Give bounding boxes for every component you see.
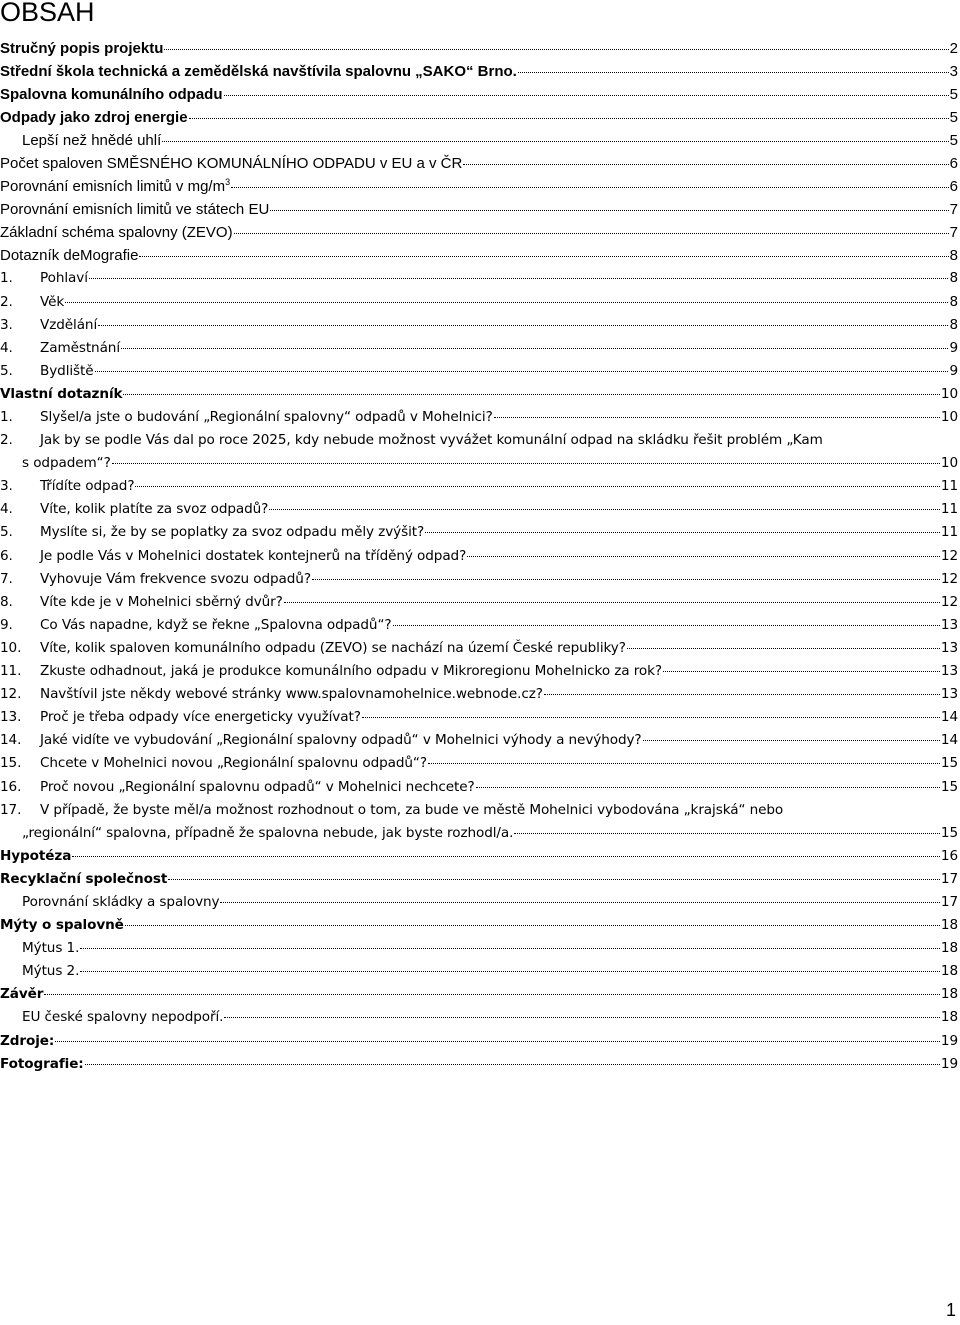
- toc-entry-number: 5.: [0, 524, 13, 541]
- toc-entry[interactable]: [0, 175, 958, 198]
- toc-entry-title: Stručný popis projektu: [0, 39, 164, 57]
- dot-leader: [544, 694, 940, 695]
- toc-entry-page: 8: [949, 247, 958, 265]
- toc-entry[interactable]: [0, 1030, 958, 1053]
- dot-leader: [44, 994, 940, 995]
- toc-entry-page: 10: [940, 385, 958, 402]
- toc-entry-page: 8: [949, 293, 958, 310]
- toc-entry-title: Spalovna komunálního odpadu: [0, 85, 223, 103]
- toc-entry-number: 15.: [0, 755, 22, 772]
- page-number: 1: [945, 1300, 956, 1320]
- toc-entry[interactable]: [0, 244, 958, 267]
- toc-entry-number: 11.: [0, 663, 22, 680]
- toc-entry-title: Počet spaloven SMĚSNÉHO KOMUNÁLNÍHO ODPADU v EU a v ČR: [0, 154, 463, 172]
- dot-leader: [121, 348, 948, 349]
- toc-entry-title: Jaké vidíte ve vybudování „Regionální spalovny odpadů“ v Mohelnici výhody a nevýhody?: [40, 732, 642, 749]
- dot-leader: [135, 486, 939, 487]
- toc-entry-title: Vzdělání: [40, 316, 98, 333]
- toc-entry-number: 2.: [0, 293, 13, 310]
- toc-entry-title: Mýtus 1.: [22, 940, 80, 957]
- toc-entry-title: Je podle Vás v Mohelnici dostatek kontejnerů na tříděný odpad?: [40, 547, 467, 564]
- toc-entry-number: 7.: [0, 570, 13, 587]
- toc-entry-title: Odpady jako zdroj energie: [0, 108, 188, 126]
- toc-entry[interactable]: [0, 429, 958, 475]
- toc-entry-page: 11: [940, 501, 958, 518]
- toc-entry-number: 12.: [0, 686, 22, 703]
- toc-entry-page: 13: [940, 639, 958, 656]
- dot-leader: [627, 648, 940, 649]
- toc-entry-title: Střední škola technická a zemědělská navštívila spalovnu „SAKO“ Brno.: [0, 62, 517, 80]
- toc-entry-page: 19: [940, 1055, 958, 1072]
- toc-entry-page: 10: [940, 455, 958, 472]
- dot-leader: [89, 278, 949, 279]
- toc-entry-page: 5: [949, 108, 958, 126]
- toc-entry[interactable]: [0, 475, 958, 498]
- dot-leader: [362, 717, 940, 718]
- toc-entry-number: 13.: [0, 709, 22, 726]
- toc-entry-title: Závěr: [0, 986, 44, 1003]
- toc-entry-title: Základní schéma spalovny (ZEVO): [0, 224, 233, 242]
- toc-entry[interactable]: [0, 799, 958, 845]
- toc-entry-title-continued: „regionální“ spalovna, případně že spalovna nebude, jak byste rozhodl/a.: [22, 824, 514, 841]
- toc-entry-page: 5: [949, 131, 958, 149]
- toc-entry-title: Zkuste odhadnout, jaká je produkce komunálního odpadu v Mikroregionu Mohelnicko za rok?: [40, 663, 663, 680]
- toc-entry[interactable]: [0, 498, 958, 521]
- toc-entry-page: 7: [949, 224, 958, 242]
- toc-entry-page: 10: [940, 409, 958, 425]
- toc-entry-page: 9: [949, 339, 958, 356]
- toc-entry-number: 5.: [0, 362, 13, 379]
- toc-entry[interactable]: [0, 83, 958, 106]
- dot-leader: [112, 463, 940, 464]
- dot-leader: [220, 902, 939, 903]
- dot-leader: [80, 948, 940, 949]
- toc-entry[interactable]: [0, 868, 958, 891]
- toc-entry[interactable]: [0, 221, 958, 244]
- toc-entry-title: Recyklační společnost: [0, 870, 168, 887]
- table-of-contents: [0, 37, 958, 1076]
- toc-entry[interactable]: [0, 614, 958, 637]
- toc-entry-page: 3: [949, 62, 958, 80]
- toc-entry[interactable]: [0, 591, 958, 614]
- toc-entry-page: 9: [949, 362, 958, 379]
- toc-entry-title: Vlastní dotazník: [0, 385, 123, 402]
- toc-entry-number: 17.: [0, 801, 22, 818]
- dot-leader: [65, 302, 948, 303]
- toc-entry-title: Lepší než hnědé uhlí: [22, 131, 162, 149]
- dot-leader: [494, 417, 940, 418]
- toc-entry-page: 14: [940, 732, 958, 749]
- toc-entry-number: 9.: [0, 616, 13, 633]
- toc-entry-page: 16: [940, 847, 958, 864]
- toc-entry-number: 1.: [0, 409, 13, 425]
- dot-leader: [270, 210, 948, 211]
- toc-entry-page: 18: [940, 963, 958, 980]
- toc-entry[interactable]: [0, 267, 958, 290]
- dot-leader: [189, 118, 949, 119]
- toc-entry-page: 15: [940, 824, 958, 841]
- toc-entry[interactable]: [0, 983, 958, 1006]
- toc-entry-page: 15: [940, 778, 958, 795]
- toc-entry[interactable]: [0, 891, 958, 914]
- dot-leader: [514, 833, 940, 834]
- toc-entry-title: Jak by se podle Vás dal po roce 2025, kdy nebude možnost vyvážet komunální odpad na skládku řešit problém „Kam: [40, 432, 823, 449]
- dot-leader: [98, 325, 948, 326]
- toc-entry-page: 17: [940, 893, 958, 910]
- toc-entry-title: Zaměstnání: [40, 339, 120, 356]
- toc-entry[interactable]: [0, 129, 958, 152]
- toc-entry-page: 6: [949, 154, 958, 172]
- toc-entry[interactable]: [0, 60, 958, 83]
- toc-entry-page: 18: [940, 1009, 958, 1026]
- dot-leader: [85, 1064, 940, 1065]
- toc-entry[interactable]: [0, 314, 958, 337]
- toc-entry-title: Porovnání emisních limitů ve státech EU: [0, 201, 270, 219]
- dot-leader: [231, 187, 949, 188]
- dot-leader: [643, 740, 940, 741]
- toc-entry-title: Víte, kolik spaloven komunálního odpadu (ZEVO) se nachází na území České republiky?: [40, 639, 626, 656]
- toc-entry-page: 12: [940, 593, 958, 610]
- toc-entry[interactable]: [0, 568, 958, 591]
- toc-entry-number: 8.: [0, 593, 13, 610]
- toc-entry-title: Pohlaví: [40, 270, 88, 287]
- toc-entry[interactable]: [0, 660, 958, 683]
- toc-entry-page: 5: [949, 85, 958, 103]
- toc-entry-page: 12: [940, 570, 958, 587]
- toc-entry-title: Proč novou „Regionální spalovnu odpadů“ v Mohelnici nechcete?: [40, 778, 475, 795]
- dot-leader: [234, 233, 949, 234]
- toc-entry-number: 4.: [0, 501, 13, 518]
- toc-entry-page: 13: [940, 686, 958, 703]
- toc-entry-page: 14: [940, 709, 958, 726]
- dot-leader: [162, 141, 948, 142]
- dot-leader: [428, 763, 940, 764]
- dot-leader: [284, 602, 940, 603]
- toc-entry-page: 15: [940, 755, 958, 772]
- toc-entry[interactable]: [0, 1053, 958, 1076]
- toc-entry[interactable]: [0, 683, 958, 706]
- toc-entry[interactable]: [0, 937, 958, 960]
- toc-entry-page: 18: [940, 986, 958, 1003]
- toc-entry[interactable]: [0, 198, 958, 221]
- toc-entry[interactable]: [0, 383, 958, 406]
- toc-entry-page: 6: [949, 178, 958, 196]
- dot-leader: [164, 49, 948, 50]
- toc-entry-page: 11: [940, 524, 958, 541]
- toc-entry-number: 10.: [0, 639, 22, 656]
- dot-leader: [168, 879, 940, 880]
- dot-leader: [80, 971, 940, 972]
- toc-entry-title-continued: s odpadem“?: [22, 455, 111, 472]
- toc-entry-page: 19: [940, 1032, 958, 1049]
- toc-entry-page: 7: [949, 201, 958, 219]
- toc-entry-page: 11: [940, 478, 958, 495]
- toc-entry-page: 2: [949, 39, 958, 57]
- toc-entry-page: 8: [949, 316, 958, 333]
- dot-leader: [95, 371, 949, 372]
- toc-entry-page: 18: [940, 940, 958, 957]
- dot-leader: [663, 671, 940, 672]
- toc-entry[interactable]: [0, 960, 958, 983]
- toc-entry[interactable]: [0, 776, 958, 799]
- toc-entry-page: 12: [940, 547, 958, 564]
- toc-entry-title: Myslíte si, že by se poplatky za svoz odpadu měly zvýšit?: [40, 524, 425, 541]
- toc-entry[interactable]: [0, 37, 958, 60]
- dot-leader: [425, 532, 940, 533]
- dot-leader: [269, 509, 940, 510]
- toc-entry-title: Věk: [40, 293, 65, 310]
- toc-entry[interactable]: [0, 521, 958, 544]
- toc-entry[interactable]: [0, 914, 958, 937]
- toc-entry[interactable]: [0, 545, 958, 568]
- toc-entry-title: Porovnání skládky a spalovny: [22, 893, 220, 910]
- dot-leader: [467, 556, 940, 557]
- toc-entry[interactable]: [0, 752, 958, 775]
- toc-entry-title: Mýty o spalovně: [0, 917, 124, 934]
- toc-entry-title: Co Vás napadne, když se řekne „Spalovna odpadů“?: [40, 616, 392, 633]
- toc-entry[interactable]: [0, 1006, 958, 1029]
- toc-entry[interactable]: [0, 729, 958, 752]
- toc-entry-title: Navštívil jste někdy webové stránky www.spalovnamohelnice.webnode.cz?: [40, 686, 543, 703]
- toc-entry-number: 16.: [0, 778, 22, 795]
- dot-leader: [125, 925, 940, 926]
- toc-entry-page: 13: [940, 663, 958, 680]
- toc-entry-title: Mýtus 2.: [22, 963, 80, 980]
- dot-leader: [224, 95, 949, 96]
- toc-entry-title: Chcete v Mohelnici novou „Regionální spalovnu odpadů“?: [40, 755, 427, 772]
- toc-entry-title: Proč je třeba odpady více energeticky využívat?: [40, 709, 361, 726]
- toc-entry-title: Vyhovuje Vám frekvence svozu odpadů?: [40, 570, 311, 587]
- dot-leader: [463, 164, 948, 165]
- toc-entry-title: Víte kde je v Mohelnici sběrný dvůr?: [40, 593, 283, 610]
- toc-entry[interactable]: [0, 845, 958, 868]
- toc-entry-number: 3.: [0, 478, 13, 495]
- dot-leader: [312, 579, 940, 580]
- dot-leader: [518, 72, 949, 73]
- toc-entry[interactable]: [0, 291, 958, 314]
- toc-entry-number: 4.: [0, 339, 13, 356]
- toc-entry-title: V případě, že byste měl/a možnost rozhodnout o tom, za bude ve městě Mohelnici vybodována „krajská“ nebo: [40, 801, 784, 818]
- toc-entry-title: EU české spalovny nepodpoří.: [22, 1009, 224, 1026]
- toc-entry-number: 3.: [0, 316, 13, 333]
- toc-entry-title: Zdroje:: [0, 1032, 55, 1049]
- toc-entry-page: 17: [940, 870, 958, 887]
- toc-entry[interactable]: [0, 106, 958, 129]
- toc-entry-number: 2.: [0, 432, 13, 449]
- toc-entry-title: Víte, kolik platíte za svoz odpadů?: [40, 501, 269, 518]
- dot-leader: [393, 625, 940, 626]
- toc-entry[interactable]: [0, 637, 958, 660]
- toc-entry-title: Dotazník deMografie: [0, 247, 139, 265]
- dot-leader: [72, 856, 940, 857]
- dot-leader: [476, 787, 940, 788]
- toc-entry-page: 18: [940, 917, 958, 934]
- superscript: 3: [225, 177, 231, 188]
- toc-entry-title: Porovnání emisních limitů v $mg/m^3$: [0, 177, 231, 196]
- toc-heading: OBSAH: [0, 0, 95, 27]
- toc-entry-number: 14.: [0, 732, 22, 749]
- toc-entry[interactable]: [0, 706, 958, 729]
- toc-entry-page: 8: [949, 270, 958, 287]
- dot-leader: [55, 1041, 940, 1042]
- toc-entry-title: Slyšel/a jste o budování „Regionální spalovny“ odpadů v Mohelnici?: [40, 409, 493, 425]
- toc-entry[interactable]: [0, 360, 958, 383]
- toc-entry-number: 1.: [0, 270, 13, 287]
- toc-entry-title: Hypotéza: [0, 847, 72, 864]
- toc-entry-title: Třídíte odpad?: [40, 478, 135, 495]
- toc-entry[interactable]: [0, 337, 958, 360]
- toc-entry-page: 13: [940, 616, 958, 633]
- toc-entry-title: Fotografie:: [0, 1055, 84, 1072]
- toc-entry[interactable]: [0, 152, 958, 175]
- dot-leader: [224, 1017, 939, 1018]
- toc-entry-number: 6.: [0, 547, 13, 564]
- dot-leader: [123, 394, 939, 395]
- toc-entry-title: Bydliště: [40, 362, 94, 379]
- dot-leader: [139, 256, 948, 257]
- toc-entry[interactable]: [0, 406, 958, 429]
